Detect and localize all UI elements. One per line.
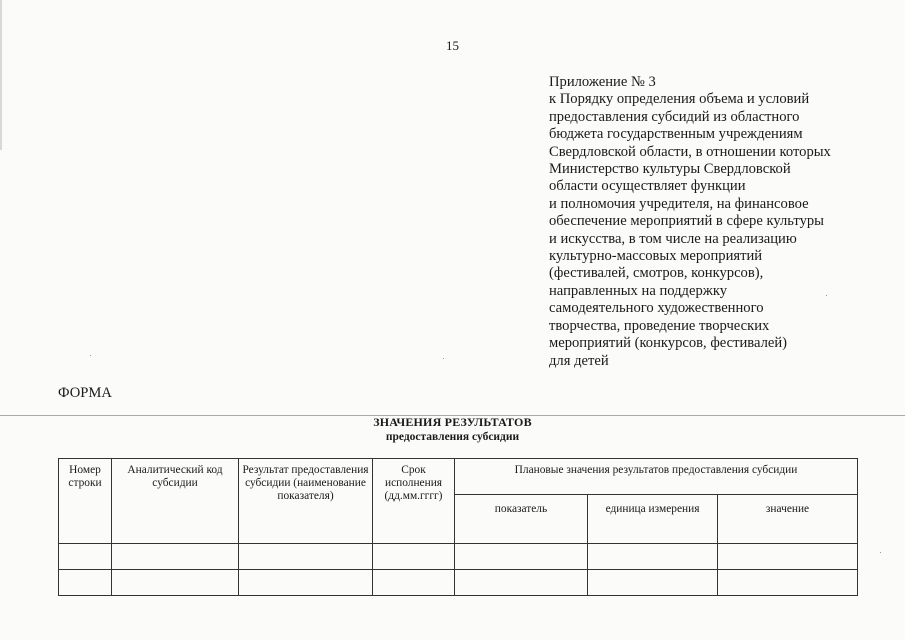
table-cell: [112, 544, 239, 570]
scan-speck: [880, 552, 881, 553]
appendix-line: направленных на поддержку: [549, 282, 728, 299]
table-cell: [59, 544, 112, 570]
scan-edge: [0, 0, 2, 150]
table-subtitle: предоставления субсидии: [385, 431, 520, 443]
appendix-line: мероприятий (конкурсов, фестивалей): [549, 335, 788, 352]
header-row-number: Номер строки: [59, 459, 112, 544]
table-cell: [112, 570, 239, 596]
table-cell: [373, 570, 455, 596]
appendix-line: и искусства, в том числе на реализацию: [549, 230, 797, 247]
results-table: [58, 458, 858, 596]
appendix-line: для детей: [549, 352, 609, 369]
form-label: ФОРМА: [58, 385, 112, 401]
appendix-line: Приложение № 3: [549, 74, 656, 90]
header-unit: единица измерения: [588, 495, 718, 544]
table-title: ЗНАЧЕНИЯ РЕЗУЛЬТАТОВ: [373, 415, 532, 429]
header-deadline: Срок исполнения (дд.мм.гггг): [373, 459, 455, 544]
scan-speck: [443, 358, 444, 359]
appendix-line: самодеятельного художественного: [549, 300, 764, 317]
appendix-line: области осуществляет функции: [549, 178, 746, 195]
table-cell: [455, 544, 588, 570]
table-cell: [718, 544, 858, 570]
appendix-line: Свердловской области, в отношении которых: [549, 143, 831, 160]
table-cell: [373, 544, 455, 570]
header-indicator: показатель: [455, 495, 588, 544]
appendix-line: (фестивалей, смотров, конкурсов),: [549, 265, 764, 282]
table-cell: [588, 570, 718, 596]
table-row: [59, 570, 858, 596]
table-cell: [718, 570, 858, 596]
appendix-block: [549, 74, 869, 370]
table-cell: [239, 544, 373, 570]
appendix-line: культурно-массовых мероприятий: [549, 248, 763, 265]
appendix-line: обеспечение мероприятий в сфере культуры: [549, 213, 824, 230]
table-row: [59, 544, 858, 570]
header-planned-values: Плановые значения результатов предоставления субсидии: [455, 459, 858, 495]
scan-speck: [826, 295, 827, 296]
page-number: 15: [446, 38, 459, 53]
table-cell: [239, 570, 373, 596]
table-cell: [588, 544, 718, 570]
appendix-line: творчества, проведение творческих: [549, 317, 770, 334]
appendix-line: предоставления субсидий из областного: [549, 108, 800, 125]
table-cell: [59, 570, 112, 596]
header-value: значение: [718, 495, 858, 544]
appendix-line: и полномочия учредителя, на финансовое: [549, 195, 809, 212]
header-result: Результат предоставления субсидии (наименование показателя): [239, 459, 373, 544]
scan-speck: [90, 355, 91, 356]
table-header-row: [59, 459, 858, 495]
appendix-line: бюджета государственным учреждениям: [549, 126, 803, 143]
appendix-line: к Порядку определения объема и условий: [549, 91, 810, 108]
header-analytic-code: Аналитический код субсидии: [112, 459, 239, 544]
table-cell: [455, 570, 588, 596]
appendix-line: Министерство культуры Свердловской: [549, 161, 791, 178]
